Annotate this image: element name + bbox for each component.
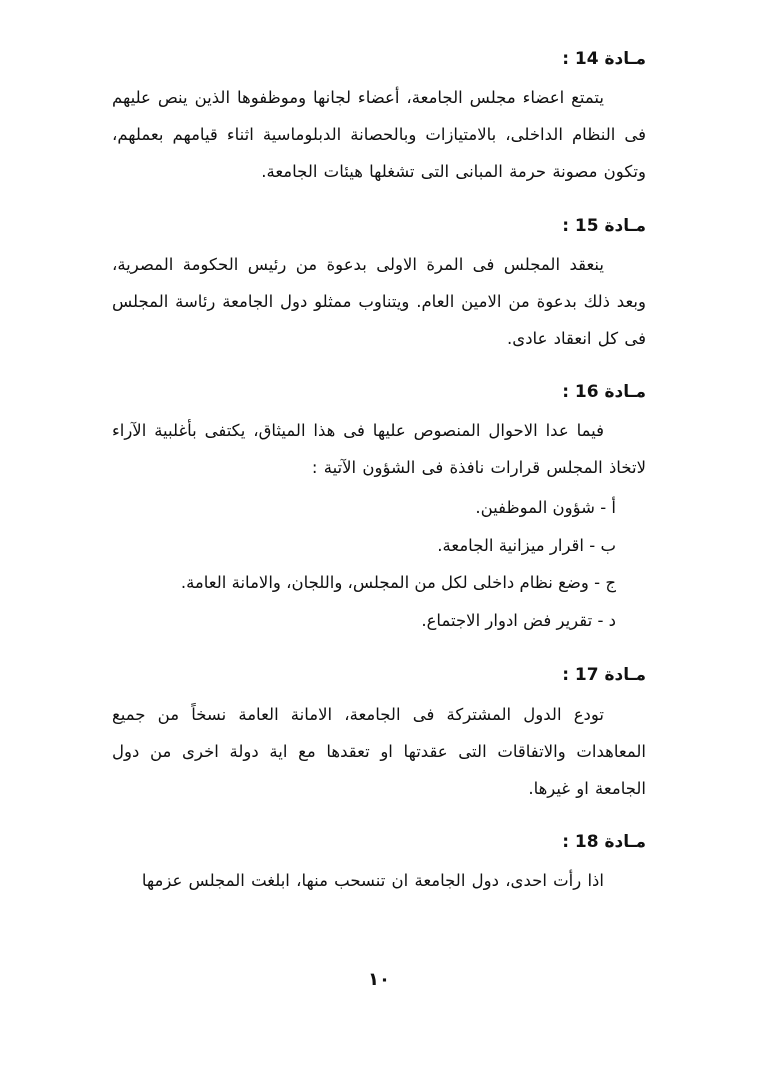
article-14-heading: مـادة 14 : <box>562 49 646 69</box>
article-16-list-item-a: أ - شؤون الموظفين. <box>475 497 616 517</box>
article-17-paragraph: تودع الدول المشتركة فى الجامعة، الامانة العامة نسخاً من جميع المعاهدات والاتفاقات التى عقدتها او تعقدها مع اية دولة اخرى من دول الجامعة او غيرها. <box>112 704 646 798</box>
article-18-paragraph: اذا رأت احدى، دول الجامعة ان تنسحب منها، ابلغت المجلس عزمها <box>141 871 604 891</box>
article-16-paragraph: فيما عدا الاحوال المنصوص عليها فى هذا الميثاق، يكتفى بأغلبية الآراء لاتخاذ المجلس قرارات نافذة فى الشؤون الآتية : <box>112 421 646 478</box>
article-16-list-item-c: ج - وضع نظام داخلى لكل من المجلس، واللجان، والامانة العامة. <box>180 573 616 593</box>
article-16-list-item-b: ب - اقرار ميزانية الجامعة. <box>437 535 616 555</box>
article-17-heading: مـادة 17 : <box>562 665 646 686</box>
article-16 <box>112 379 646 640</box>
article-17 <box>112 662 646 807</box>
page-content <box>112 46 646 905</box>
article-16-list <box>112 489 646 641</box>
article-14 <box>112 46 646 191</box>
article-15-paragraph: ينعقد المجلس فى المرة الاولى بدعوة من رئيس الحكومة المصرية، وبعد ذلك بدعوة من الامين العام. ويتناوب ممثلو دول الجامعة رئاسة المجلس فى كل انعقاد عادى. <box>112 254 646 348</box>
page-number: ١٠ <box>368 969 390 990</box>
article-16-list-item-d: د - تقرير فض ادوار الاجتماع. <box>421 611 616 631</box>
article-15-heading: مـادة 15 : <box>562 215 646 236</box>
article-18 <box>112 829 646 899</box>
article-14-paragraph: يتمتع اعضاء مجلس الجامعة، أعضاء لجانها وموظفوها الذين ينص عليهم فى النظام الداخلى، بالامتيازات وبالحصانة الدبلوماسية اثناء قيامهم بعملهم، وتكون مصونة حرمة المبانى التى تشغلها هيئات الجامعة. <box>112 88 646 182</box>
article-18-heading: مـادة 18 : <box>562 831 646 852</box>
article-16-heading: مـادة 16 : <box>562 382 646 403</box>
article-15 <box>112 213 646 358</box>
